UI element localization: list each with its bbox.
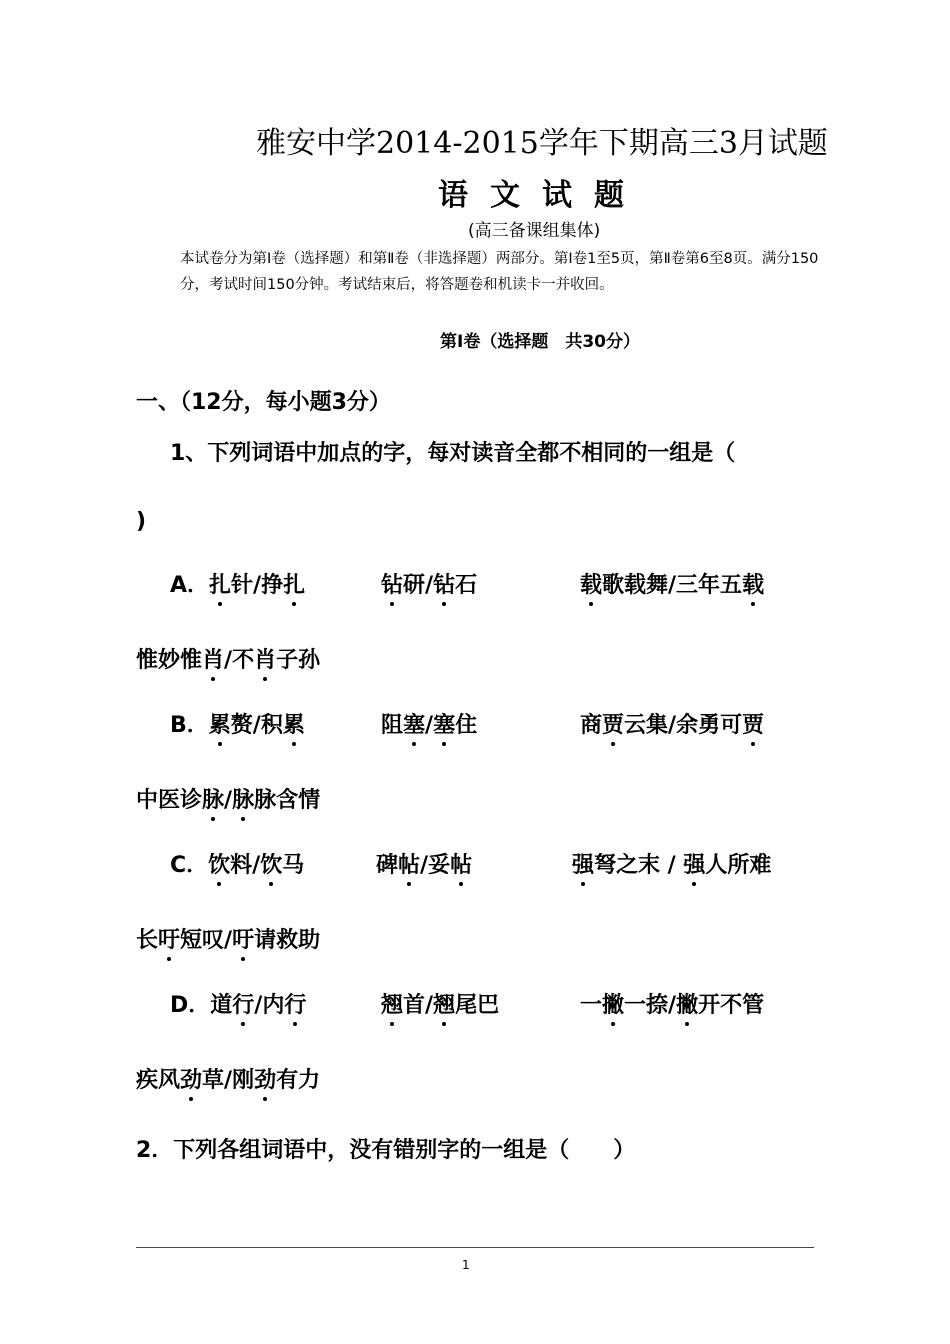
option-b-pair4 bbox=[136, 783, 320, 814]
option-text: /内 bbox=[254, 993, 285, 1018]
option-text: 商 bbox=[580, 713, 603, 738]
dotted-char: 累 bbox=[283, 708, 305, 739]
option-text: 开不管 bbox=[698, 993, 765, 1018]
dotted-char: 脉 bbox=[232, 783, 254, 814]
dotted-char: 贾 bbox=[602, 708, 624, 739]
option-text: 赘/积 bbox=[230, 713, 283, 738]
dotted-char: 塞 bbox=[433, 708, 455, 739]
dotted-char: 撇 bbox=[602, 988, 624, 1019]
option-text: 云集/余勇可 bbox=[624, 713, 743, 738]
dotted-char: 扎 bbox=[209, 568, 231, 599]
dotted-char: 劲 bbox=[254, 1063, 276, 1094]
intro-line-2: 分，考试时间150分钟。考试结束后，将答题卷和机读卡一并收回。 bbox=[180, 277, 614, 293]
option-text: 人所难 bbox=[705, 853, 772, 878]
subject-title: 语文试题 bbox=[438, 178, 646, 213]
option-a-row bbox=[170, 568, 305, 599]
dotted-char: 肖 bbox=[202, 643, 224, 674]
dotted-char: 塞 bbox=[403, 708, 425, 739]
option-d-pair4 bbox=[136, 1063, 320, 1094]
option-c-label: C． bbox=[170, 853, 209, 878]
option-text: 碑 bbox=[376, 853, 399, 878]
option-d-row bbox=[170, 988, 306, 1019]
dotted-char: 肖 bbox=[254, 643, 276, 674]
q2-stem: 2．下列各组词语中，没有错别字的一组是（ ） bbox=[136, 1138, 636, 1163]
dotted-char: 脉 bbox=[202, 783, 224, 814]
dotted-char: 钻 bbox=[433, 568, 455, 599]
dotted-char: 帖 bbox=[398, 848, 420, 879]
dotted-char: 行 bbox=[232, 988, 254, 1019]
option-text: 首/ bbox=[403, 993, 434, 1018]
dotted-char: 强 bbox=[572, 848, 594, 879]
option-text: 中医诊 bbox=[136, 788, 203, 813]
option-a-pair4 bbox=[136, 643, 320, 674]
option-text: 子孙 bbox=[276, 648, 321, 673]
option-b-pair2 bbox=[381, 708, 477, 739]
dotted-char: 钻 bbox=[381, 568, 403, 599]
option-text: /不 bbox=[224, 648, 255, 673]
option-text: 一 bbox=[580, 993, 603, 1018]
option-d-pair2 bbox=[381, 988, 499, 1019]
option-text: / bbox=[224, 788, 233, 813]
dotted-char: 累 bbox=[209, 708, 231, 739]
option-a-pair2 bbox=[381, 568, 477, 599]
option-b-row bbox=[170, 708, 305, 739]
dotted-char: 饮 bbox=[208, 848, 230, 879]
option-text: 弩之末 / bbox=[594, 853, 684, 878]
option-text: 石 bbox=[455, 573, 478, 598]
option-text: 有力 bbox=[276, 1068, 321, 1093]
option-text: 阻 bbox=[381, 713, 404, 738]
option-text: 马 bbox=[282, 853, 305, 878]
option-text: 长 bbox=[136, 928, 159, 953]
option-text: 针/挣 bbox=[231, 573, 284, 598]
option-text: 草/刚 bbox=[202, 1068, 255, 1093]
dotted-char: 撇 bbox=[676, 988, 698, 1019]
page-number: 1 bbox=[462, 1258, 470, 1272]
author-group: (高三备课组集体) bbox=[468, 221, 601, 241]
dotted-char: 翘 bbox=[433, 988, 455, 1019]
option-text: 尾巴 bbox=[455, 993, 500, 1018]
option-text: 脉含情 bbox=[254, 788, 321, 813]
option-b-pair3 bbox=[580, 708, 764, 739]
option-text: 住 bbox=[455, 713, 478, 738]
option-text: 道 bbox=[210, 993, 233, 1018]
option-text: 短叹/ bbox=[180, 928, 233, 953]
dotted-char: 行 bbox=[284, 988, 306, 1019]
dotted-char: 帖 bbox=[450, 848, 472, 879]
dotted-char: 强 bbox=[683, 848, 705, 879]
dotted-char: 饮 bbox=[260, 848, 282, 879]
intro-line-1: 本试卷分为第Ⅰ卷（选择题）和第Ⅱ卷（非选择题）两部分。第Ⅰ卷1至5页，第Ⅱ卷第6至8页。满分150 bbox=[180, 251, 819, 267]
dotted-char: 吁 bbox=[232, 923, 254, 954]
part-heading: 一、（12分，每小题3分） bbox=[136, 390, 391, 415]
dotted-char: 贾 bbox=[742, 708, 764, 739]
option-c-row bbox=[170, 848, 304, 879]
option-text: 料/ bbox=[230, 853, 261, 878]
option-a-pair3 bbox=[580, 568, 764, 599]
dotted-char: 载 bbox=[742, 568, 764, 599]
option-c-pair3 bbox=[572, 848, 771, 879]
dotted-char: 扎 bbox=[283, 568, 305, 599]
option-c-pair4 bbox=[136, 923, 320, 954]
option-d-label: D． bbox=[170, 993, 211, 1018]
dotted-char: 劲 bbox=[180, 1063, 202, 1094]
option-text: /妥 bbox=[420, 853, 451, 878]
option-text: 歌载舞/三年五 bbox=[602, 573, 743, 598]
dotted-char: 翘 bbox=[381, 988, 403, 1019]
section-title: 第Ⅰ卷（选择题 共30分） bbox=[440, 332, 640, 352]
option-d-pair3 bbox=[580, 988, 764, 1019]
option-text: / bbox=[425, 713, 434, 738]
option-text: 研/ bbox=[403, 573, 434, 598]
dotted-char: 吁 bbox=[158, 923, 180, 954]
exam-title: 雅安中学2014-2015学年下期高三3月试题 bbox=[256, 126, 828, 161]
option-text: 请救助 bbox=[254, 928, 321, 953]
dotted-char: 载 bbox=[580, 568, 602, 599]
option-c-pair2 bbox=[376, 848, 472, 879]
option-b-label: B． bbox=[170, 713, 209, 738]
option-text: 惟妙惟 bbox=[136, 648, 203, 673]
q1-stem-line1: 1、下列词语中加点的字，每对读音全都不相同的一组是（ bbox=[170, 441, 736, 466]
q1-stem-line2: ) bbox=[136, 509, 147, 534]
option-text: 疾风 bbox=[136, 1068, 181, 1093]
option-a-label: A． bbox=[170, 573, 210, 598]
footer-rule bbox=[136, 1247, 814, 1248]
option-text: 一捺/ bbox=[624, 993, 677, 1018]
